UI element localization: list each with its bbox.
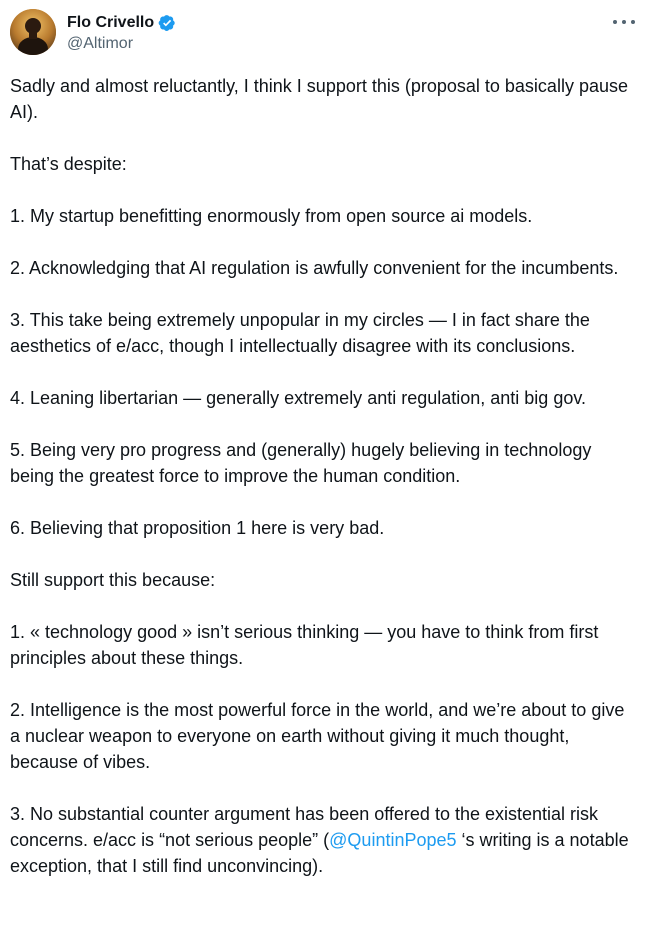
tweet-header xyxy=(10,9,635,57)
name-row xyxy=(67,13,176,33)
tweet-paragraph: That’s despite: xyxy=(10,154,127,174)
handle[interactable]: @Altimor xyxy=(67,35,134,52)
display-name[interactable]: Flo Crivello xyxy=(67,14,155,31)
avatar[interactable] xyxy=(10,9,56,55)
tweet-paragraph: 4. Leaning libertarian — generally extremely anti regulation, anti big gov. xyxy=(10,388,586,408)
verified-badge-icon xyxy=(158,14,176,32)
dot xyxy=(613,20,617,24)
tweet-paragraph: 3. This take being extremely unpopular in my circles — I in fact share the aesthetics of e/acc, though I intellectually disagree with its conclusions. xyxy=(10,310,590,356)
paragraph-text: ‘s writing is a notable exception, that I still find unconvincing). xyxy=(10,830,629,876)
tweet-paragraph: 2. Intelligence is the most powerful force in the world, and we’re about to give a nuclear weapon to everyone on earth without giving it much thought, because of vibes. xyxy=(10,700,625,772)
tweet-paragraph: 6. Believing that proposition 1 here is very bad. xyxy=(10,518,385,538)
tweet-paragraph: Sadly and almost reluctantly, I think I support this (proposal to basically pause AI). xyxy=(10,76,628,122)
tweet-text xyxy=(10,73,635,905)
tweet-paragraph: 5. Being very pro progress and (generally) hugely believing in technology being the greatest force to improve the human condition. xyxy=(10,440,592,486)
tweet-paragraph: 1. My startup benefitting enormously from open source ai models. xyxy=(10,206,533,226)
tweet-paragraph: 2. Acknowledging that AI regulation is awfully convenient for the incumbents. xyxy=(10,258,619,278)
tweet-paragraph: 1. « technology good » isn’t serious thinking — you have to think from first principles about these things. xyxy=(10,622,599,668)
mention-link[interactable]: @QuintinPope5 xyxy=(329,830,457,850)
dot xyxy=(622,20,626,24)
tweet-paragraph xyxy=(10,801,635,879)
tweet-paragraph: Still support this because: xyxy=(10,570,216,590)
dot xyxy=(631,20,635,24)
more-options-icon[interactable] xyxy=(613,15,635,29)
paragraph-text: 3. No substantial counter argument has been offered to the existential risk concerns. e/acc is “not serious people” ( xyxy=(10,804,599,850)
